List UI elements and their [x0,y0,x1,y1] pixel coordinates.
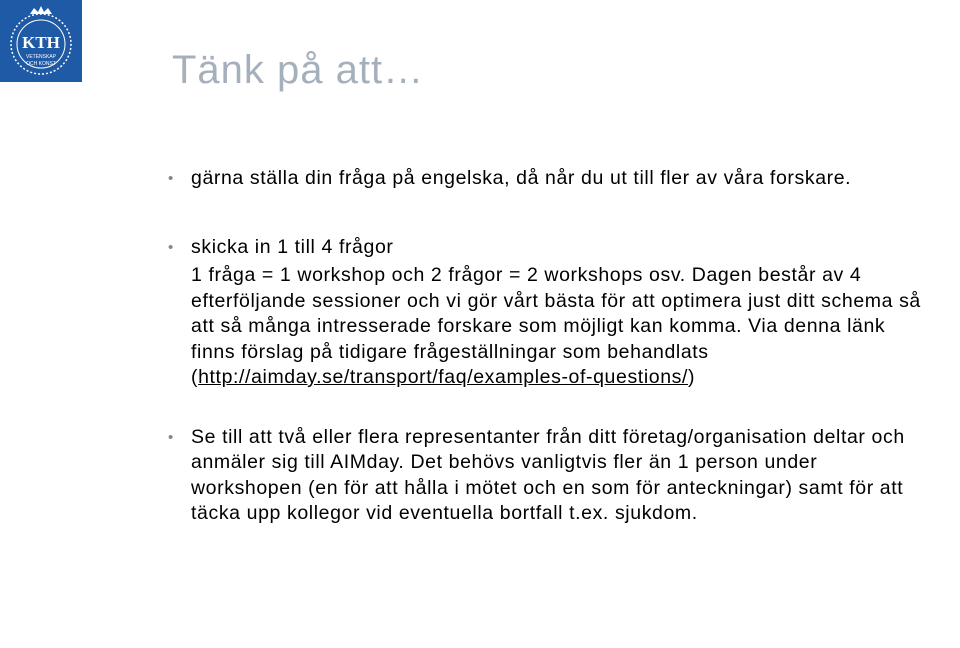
logo-sub1: VETENSKAP [25,54,57,60]
kth-seal-icon [0,0,82,82]
bullet-text-1: gärna ställa din fråga på engelska, då når du ut till fler av våra forskare. [191,167,852,189]
bullet-text-2-body [191,263,928,391]
logo-text: KTH [22,33,60,52]
bullet-text-3: Se till att två eller flera representanter från ditt företag/organisation deltar och anmäler sig till AIMday. Det behövs vanligtvis fler än 1 person under workshopen (en för att hålla i mötet och en som för anteckningar) samt för att täcka upp kollegor vid eventuella bortfall t.ex. sjukdom. [191,425,905,524]
bullet-text-2-after-link: ) [688,366,696,388]
bullet-icon: • [168,238,174,256]
slide-title: Tänk på att… [172,48,425,92]
examples-link[interactable]: http://aimday.se/transport/faq/examples-of-questions/ [198,366,689,388]
bullet-text-2-heading: skicka in 1 till 4 frågor [191,235,394,258]
bullet-item [168,425,928,527]
bullet-list [168,166,928,527]
bullet-icon: • [168,428,174,446]
bullet-text-2-before-link: 1 fråga = 1 workshop och 2 frågor = 2 workshops osv. Dagen består av 4 efterföljande sessioner och vi gör vårt bästa för att optimera just ditt schema så att så många intresserade forskare som möjligt kan komma. Via denna länk finns förslag på tidigare frågeställningar som behandlats ( [191,264,921,388]
kth-logo [0,0,82,82]
bullet-item [168,235,928,391]
bullet-icon: • [168,170,174,187]
bullet-item [168,166,928,192]
logo-sub2: OCH KONST [26,61,56,67]
